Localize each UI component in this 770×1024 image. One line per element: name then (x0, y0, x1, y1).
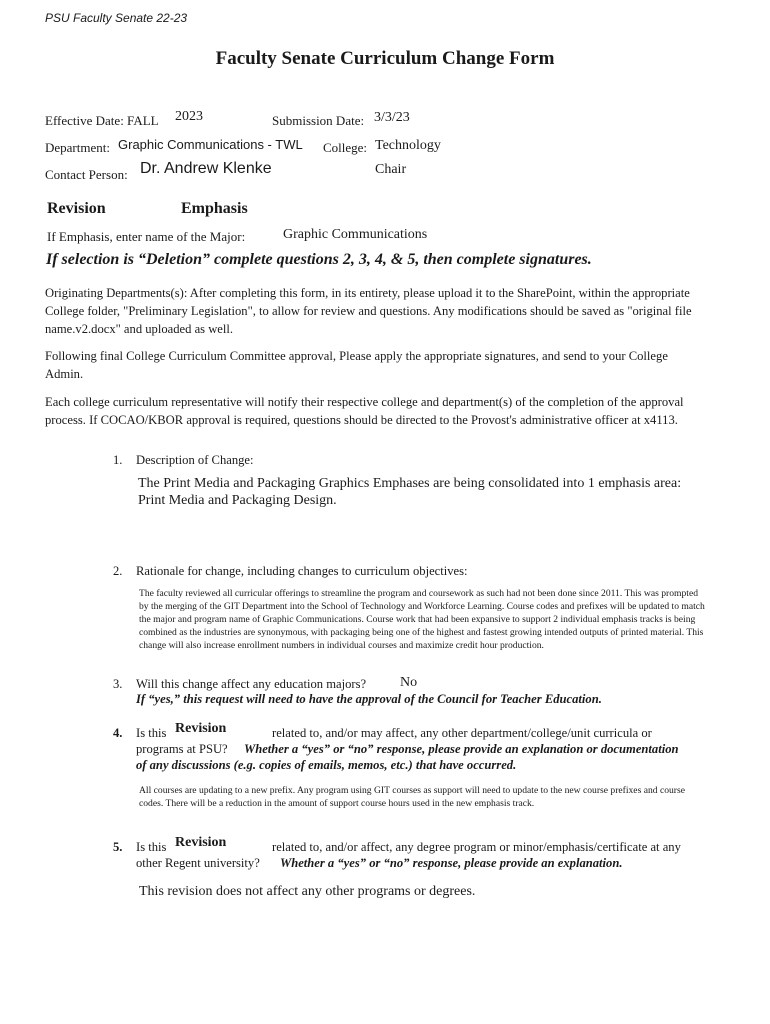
rationale-answer[interactable]: The faculty reviewed all curricular offerings to streamline the program and coursework as such had not been done since 2011. This was prompted by the merging of the GIT Department into the School of Technology and Workforce Learning. Course codes and prefixes will be updated to match the major and program name of Graphic Communications. Course work that had been expansive to support 2 individual emphasis tracks is being combined as the industries are synonymous, with packaging being one of the highest and fastest growing intended outputs of printed material. This change will also increase enrollment numbers in individual courses and maximize credit hour production. (139, 588, 705, 651)
effective-date-label: Effective Date: FALL (45, 113, 159, 128)
question-text: related to, and/or may affect, any other department/college/unit curricula or (272, 726, 652, 740)
instruction-paragraph: Originating Departments(s): After completing this form, in its entirety, please upload it to the SharePoint, within the appropriate College folder, "Preliminary Legislation", to allow for review and questions. Any modifications should be saved as "original file name.v2.docx" and uploaded as well. (45, 286, 692, 336)
submission-date-field[interactable]: 3/3/23 (374, 110, 410, 125)
department-field[interactable]: Graphic Communications - TWL (118, 137, 303, 152)
change-type-field[interactable]: Revision (47, 200, 106, 217)
question-number: 3. (113, 677, 123, 691)
contact-title-field[interactable]: Chair (375, 162, 407, 177)
question-note: of any discussions (e.g. copies of emails, memos, etc.) that have occurred. (136, 758, 517, 772)
question-text: Rationale for change, including changes to curriculum objectives: (136, 564, 468, 578)
regent-answer[interactable]: This revision does not affect any other programs or degrees. (139, 884, 476, 899)
education-majors-answer[interactable]: No (400, 675, 418, 690)
change-type-fill[interactable]: Revision (175, 721, 227, 736)
contact-person-field[interactable]: Dr. Andrew Klenke (140, 160, 272, 177)
major-field[interactable]: Graphic Communications (283, 227, 428, 242)
deletion-note: If selection is “Deletion” complete questions 2, 3, 4, & 5, then complete signatures. (46, 251, 592, 268)
college-field[interactable]: Technology (375, 138, 441, 153)
question-note: Whether a “yes” or “no” response, please provide an explanation or documentation (244, 742, 679, 756)
question-text: related to, and/or affect, any degree program or minor/emphasis/certificate at any (272, 840, 681, 854)
affect-departments-answer[interactable]: All courses are updating to a new prefix. Any program using GIT courses as support will need to update to the new course prefixes and course codes. There will be a reduction in the amount of support course hours used in the new emphasis track. (139, 785, 685, 809)
question-text: Is this (136, 726, 167, 740)
form-title: Faculty Senate Curriculum Change Form (215, 48, 555, 69)
question-number: 1. (113, 453, 123, 467)
question-text: Description of Change: (136, 453, 254, 467)
question-number: 4. (113, 726, 123, 740)
submission-date-label: Submission Date: (272, 113, 365, 128)
question-number: 5. (113, 840, 123, 854)
college-label: College: (323, 140, 368, 155)
change-scope-field[interactable]: Emphasis (181, 200, 248, 217)
question-text: other Regent university? (136, 856, 260, 870)
question-text: programs at PSU? (136, 742, 228, 756)
contact-person-label: Contact Person: (45, 167, 128, 182)
question-note: Whether a “yes” or “no” response, please provide an explanation. (280, 856, 623, 870)
instruction-paragraph: Following final College Curriculum Committee approval, Please apply the appropriate signatures, and send to your College Admin. (45, 349, 668, 381)
question-note: If “yes,” this request will need to have the approval of the Council for Teacher Education. (136, 692, 602, 706)
description-answer[interactable]: The Print Media and Packaging Graphics Emphases are being consolidated into 1 emphasis area: Print Media and Packaging Design. (138, 476, 682, 508)
question-number: 2. (113, 564, 123, 578)
instruction-paragraph: Each college curriculum representative will notify their respective college and department(s) of the completion of the approval process. If COCAO/KBOR approval is required, questions should be directed to the Provost's administrative officer at x4113. (45, 395, 684, 427)
change-type-fill[interactable]: Revision (175, 835, 227, 850)
major-label: If Emphasis, enter name of the Major: (47, 229, 246, 244)
effective-date-field[interactable]: 2023 (175, 109, 203, 124)
question-text: Will this change affect any education majors? (136, 677, 367, 691)
header-note: PSU Faculty Senate 22-23 (45, 11, 188, 25)
department-label: Department: (45, 140, 110, 155)
question-text: Is this (136, 840, 167, 854)
